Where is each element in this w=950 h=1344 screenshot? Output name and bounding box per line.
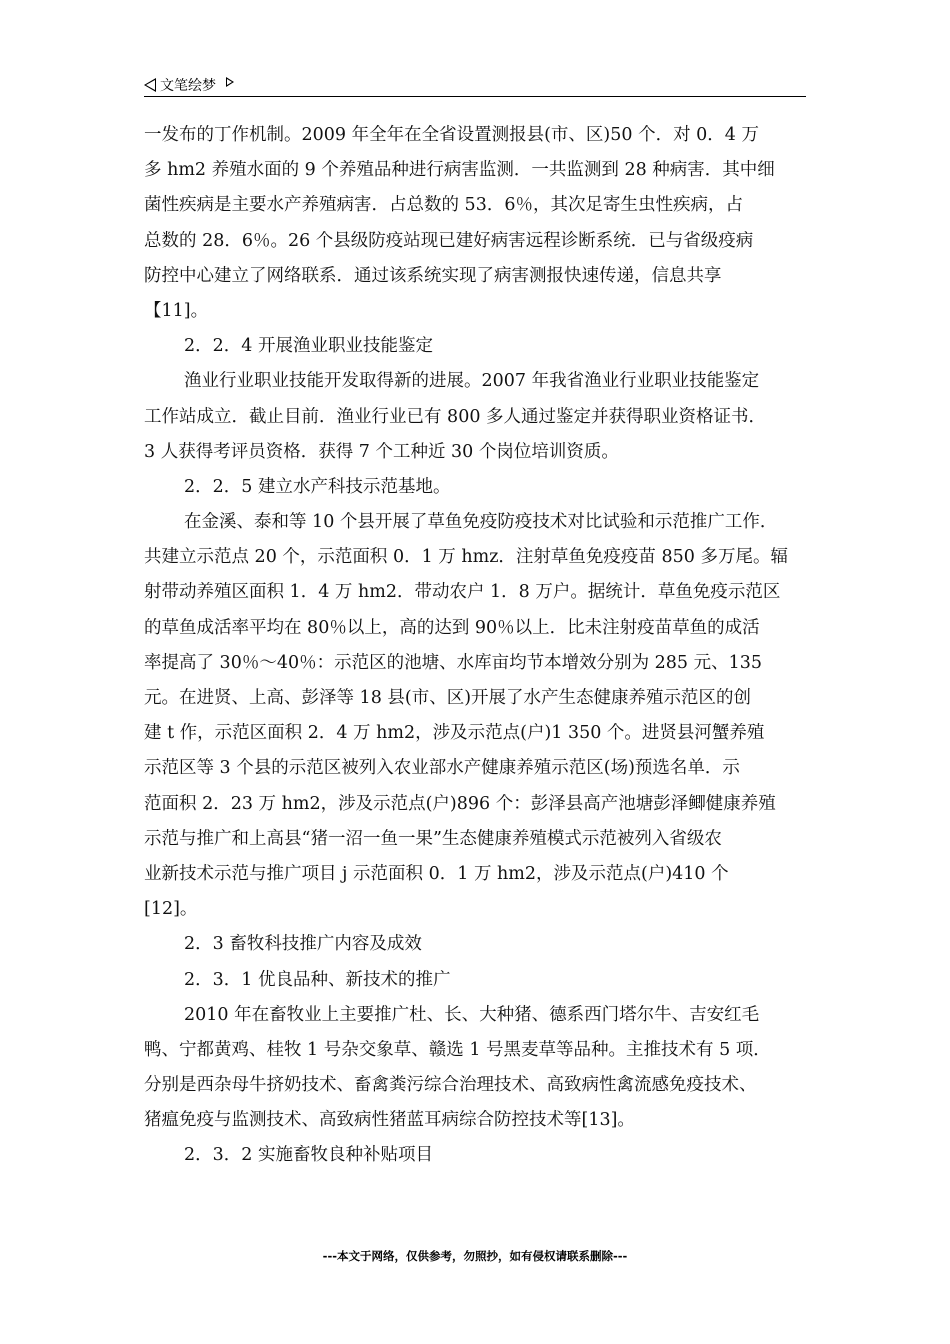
text-line: 在金溪、泰和等 10 个县开展了草鱼免疫防疫技术对比试验和示范推广工作． <box>184 512 778 533</box>
text-line: 2010 年在畜牧业上主要推广杜、长、大种猪、德系西门塔尔牛、吉安红毛 <box>184 1004 760 1025</box>
section-heading-2-3: 2．3 畜牧科技推广内容及成效 <box>184 934 422 955</box>
page-header <box>144 72 806 98</box>
text-line: 射带动养殖区面积 1．4 万 hm2．带动农户 1．8 万户。据统计．草鱼免疫示范区 <box>144 582 781 603</box>
section-heading-2-2-5: 2．2．5 建立水产科技示范基地。 <box>184 476 451 497</box>
text-line: 多 hm2 养殖水面的 9 个养殖品种进行病害监测．一共监测到 28 种病害．其中细 <box>144 160 775 181</box>
text-line: 业新技术示范与推广项目 j 示范面积 0．1 万 hm2，涉及示范点(户)410 个 <box>144 863 729 884</box>
text-line: 猪瘟免疫与监测技术、高致病性猪蓝耳病综合防控技术等[13]。 <box>144 1110 635 1131</box>
triangle-left-icon <box>144 78 156 92</box>
triangle-right-icon <box>226 77 234 87</box>
text-line: 渔业行业职业技能开发取得新的进展。2007 年我省渔业行业职业技能鉴定 <box>184 371 760 392</box>
text-line: 示范区等 3 个县的示范区被列入农业部水产健康养殖示范区(场)预选名单．示 <box>144 758 740 779</box>
section-heading-2-2-4: 2．2．4 开展渔业职业技能鉴定 <box>184 336 433 357</box>
text-line: 的草鱼成活率平均在 80％以上，高的达到 90％以上．比未注射疫苗草鱼的成活 <box>144 617 760 638</box>
text-line: [12]。 <box>144 899 198 920</box>
section-heading-2-3-2: 2．3．2 实施畜牧良种补贴项目 <box>184 1145 433 1166</box>
text-line: 鸭、宁都黄鸡、桂牧 1 号杂交象草、赣选 1 号黑麦草等品种。主推技术有 5 项． <box>144 1039 771 1060</box>
header-brand <box>144 75 234 95</box>
header-title: 文笔绘梦 <box>160 78 216 94</box>
text-line: 共建立示范点 20 个，示范面积 0．1 万 hmz．注射草鱼免疫疫苗 850 多万尾。辐 <box>144 547 788 568</box>
text-line: 菌性疾病是主要水产养殖病害．占总数的 53．6％，其次足寄生虫性疾病，占 <box>144 195 743 216</box>
text-line: 建 t 作，示范区面积 2．4 万 hm2，涉及示范点(户)1 350 个。进贤县河蟹养殖 <box>144 723 765 744</box>
text-line: 工作站成立．截止目前．渔业行业已有 800 多人通过鉴定并获得职业资格证书． <box>144 406 767 427</box>
text-line: 总数的 28．6％。26 个县级防疫站现已建好病害远程诊断系统．已与省级疫病 <box>144 230 754 251</box>
text-line: 一发布的丁作机制。2009 年全年在全省设置测报县(市、区)50 个．对 0．4 万 <box>144 125 759 145</box>
section-heading-2-3-1: 2．3．1 优良品种、新技术的推广 <box>184 969 451 990</box>
text-line: 分别是西杂母牛挤奶技术、畜禽粪污综合治理技术、高致病性禽流感免疫技术、 <box>144 1075 757 1096</box>
text-line: 3 人获得考评员资格．获得 7 个工种近 30 个岗位培训资质。 <box>144 441 619 462</box>
header-divider <box>144 96 806 97</box>
text-line: 范面积 2．23 万 hm2，涉及示范点(户)896 个：彭泽县高产池塘彭泽鲫健康养殖 <box>144 793 776 814</box>
text-line: 防控中心建立了网络联系．通过该系统实现了病害测报快速传递，信息共享 <box>144 265 722 286</box>
text-line: 率提高了 30％～40％：示范区的池塘、水库亩均节本增效分别为 285 元、135 <box>144 652 763 673</box>
text-line: 元。在进贤、上高、彭泽等 18 县(市、区)开展了水产生态健康养殖示范区的创 <box>144 688 752 708</box>
text-line: 示范与推广和上高县“猪一沼一鱼一果”生态健康养殖模式示范被列入省级农 <box>144 828 722 849</box>
body-text <box>144 118 808 1174</box>
text-line: 【11]。 <box>144 300 209 321</box>
page-footer-disclaimer: ---本文于网络，仅供参考，勿照抄，如有侵权请联系删除--- <box>322 1249 628 1263</box>
